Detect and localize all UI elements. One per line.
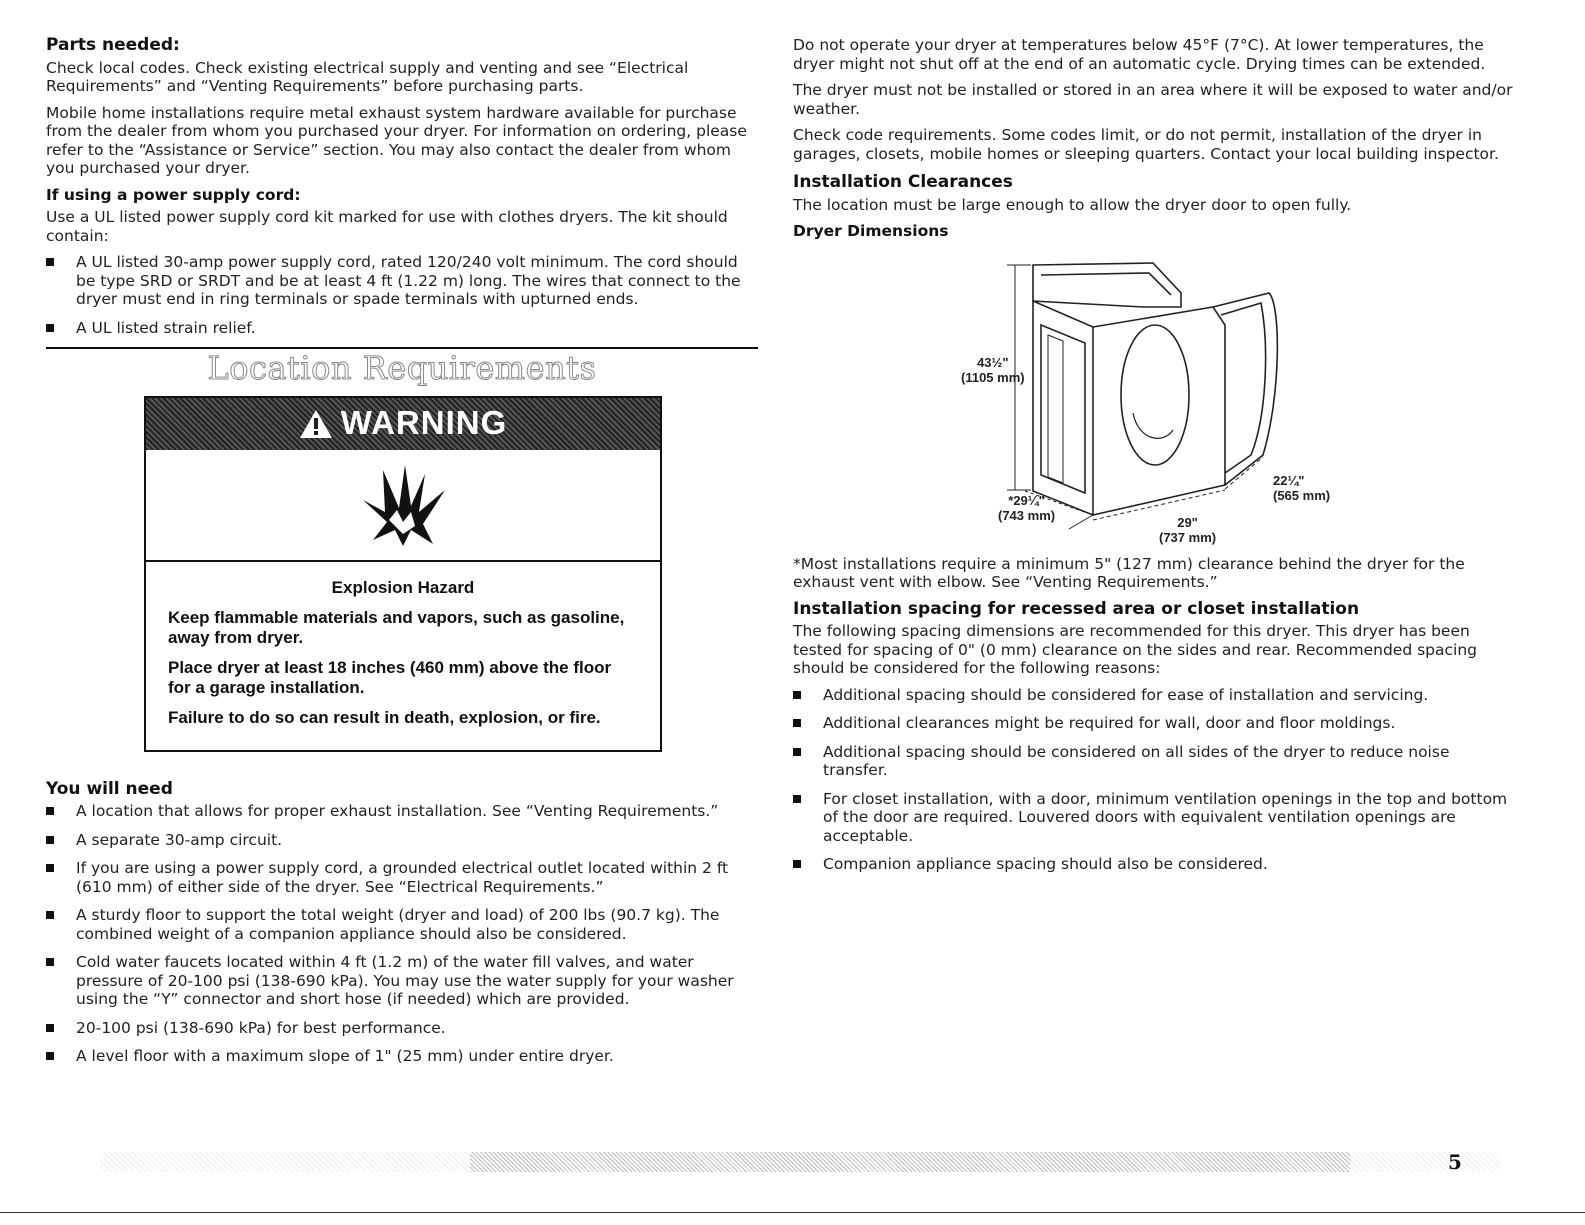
list-item: A location that allows for proper exhaust installation. See “Venting Requirements.” [46,802,758,821]
warning-line-3: Failure to do so can result in death, explosion, or fire. [168,707,601,727]
warning-text [146,562,660,750]
list-item: Cold water faucets located within 4 ft (1.2 m) of the water fill valves, and water pressure of 20-100 psi (138-690 kPa). You may use the water supply for your washer using the “Y” connector and short hose (if needed) which are provided. [46,953,758,1009]
list-item: A level floor with a maximum slope of 1" (25 mm) under entire dryer. [46,1047,758,1066]
bullet-icon [46,836,54,844]
bullet-icon [46,258,54,266]
warning-header [146,398,660,450]
power-cord-list [46,253,758,337]
installation-clearances-heading: Installation Clearances [793,172,1013,192]
hazard-title: Explosion Hazard [331,577,475,597]
clearance-footnote: *Most installations require a minimum 5" (127 mm) clearance behind the dryer for the exhaust vent with elbow. See “Venting Requirements.” [793,554,1465,591]
bullet-icon [793,795,801,803]
bullet-icon [793,691,801,699]
bottom-divider [0,1212,1585,1213]
parts-needed-paragraph-2: Mobile home installations require metal exhaust system hardware available for purchase from the dealer from whom you purchased your dryer. For information on ordering, please refer to the “Assistance or Service” section. You may also contact the dealer from whom you purchased your dryer. [46,103,747,177]
list-item: Additional spacing should be considered on all sides of the dryer to reduce noise transfer. [793,743,1513,780]
installation-spacing-heading: Installation spacing for recessed area or closet installation [793,598,1360,619]
code-requirements-paragraph: Check code requirements. Some codes limit, or do not permit, installation of the dryer in garages, closets, mobile homes or sleeping quarters. Contact your local building inspector. [793,126,1499,163]
warning-triangle-icon [299,409,333,439]
list-item: 20-100 psi (138-690 kPa) for best performance. [46,1019,758,1038]
power-cord-intro: Use a UL listed power supply cord kit marked for use with clothes dryers. The kit should contain: [46,208,728,245]
footer-bar [470,1152,1350,1172]
warning-line-2: Place dryer at least 18 inches (460 mm) above the floor for a garage installation. [168,657,612,697]
parts-needed-paragraph-1: Check local codes. Check existing electrical supply and venting and see “Electrical Requirements” and “Venting Requirements” before purchasing parts. [46,58,689,95]
door-dimension-label: 22¼" (565 mm) [1273,472,1331,503]
location-requirements-heading: Location Requirements [207,349,597,387]
temperature-paragraph: Do not operate your dryer at temperatures below 45°F (7°C). At lower temperatures, the dryer might not shut off at the end of an automatic cycle. Drying times can be extended. [793,36,1486,73]
water-weather-paragraph: The dryer must not be installed or stored in an area where it will be exposed to water and/or weather. [793,81,1513,118]
page-number: 5 [1448,1150,1462,1174]
list-item: A separate 30-amp circuit. [46,831,758,850]
list-item: Companion appliance spacing should also be considered. [793,855,1513,874]
footer-bar-left [100,1152,470,1172]
spacing-list [793,686,1513,874]
width-dimension-label: 29" (737 mm) [1159,514,1217,545]
bullet-icon [46,1024,54,1032]
list-item: Additional spacing should be considered for ease of installation and servicing. [793,686,1513,705]
explosion-icon-area [146,450,660,562]
right-column [793,36,1513,884]
list-item: Additional clearances might be required for wall, door and floor moldings. [793,714,1513,733]
installation-clearances-text: The location must be large enough to allow the dryer door to open fully. [793,195,1352,214]
list-item: If you are using a power supply cord, a grounded electrical outlet located within 2 ft (610 mm) of either side of the dryer. See “Electrical Requirements.” [46,859,758,896]
bullet-icon [793,719,801,727]
list-item: For closet installation, with a door, minimum ventilation openings in the top and bottom of the door are required. Louvered doors with equivalent ventilation openings are acceptable. [793,790,1513,846]
bullet-icon [46,958,54,966]
height-dimension-label: 43½" (1105 mm) [961,354,1025,385]
power-cord-heading: If using a power supply cord: [46,185,301,204]
installation-spacing-text: The following spacing dimensions are recommended for this dryer. This dryer has been tested for spacing of 0" (0 mm) clearance on the sides and rear. Recommended spacing should be considered for the following reasons: [793,622,1478,677]
dryer-dimensions-diagram [793,245,1513,555]
dryer-dimensions-heading: Dryer Dimensions [793,222,949,240]
warning-line-1: Keep flammable materials and vapors, such as gasoline, away from dryer. [168,607,625,647]
bullet-icon [46,807,54,815]
explosion-icon [353,460,453,550]
depth-dimension-label: *29¼" (743 mm) [998,492,1056,523]
parts-needed-heading: Parts needed: [46,35,180,55]
bullet-icon [46,1052,54,1060]
you-will-need-heading: You will need [46,778,173,799]
list-item: A UL listed 30-amp power supply cord, rated 120/240 volt minimum. The cord should be type SRD or SRDT and be at least 4 ft (1.22 m) long. The wires that connect to the dryer must end in ring terminals or spade terminals with upturned ends. [46,253,758,309]
bullet-icon [793,748,801,756]
list-item: A sturdy floor to support the total weight (dryer and load) of 200 lbs (90.7 kg). The combined weight of a companion appliance should also be considered. [46,906,758,943]
warning-box [144,396,662,752]
bullet-icon [46,324,54,332]
bullet-icon [46,864,54,872]
dryer-illustration-icon [793,245,1513,555]
warning-label: WARNING [340,404,508,442]
bullet-icon [793,860,801,868]
you-will-need-list [46,802,758,1066]
footer-bar-right [1350,1152,1500,1172]
left-column [46,36,758,1076]
bullet-icon [46,911,54,919]
list-item: A UL listed strain relief. [46,319,758,338]
